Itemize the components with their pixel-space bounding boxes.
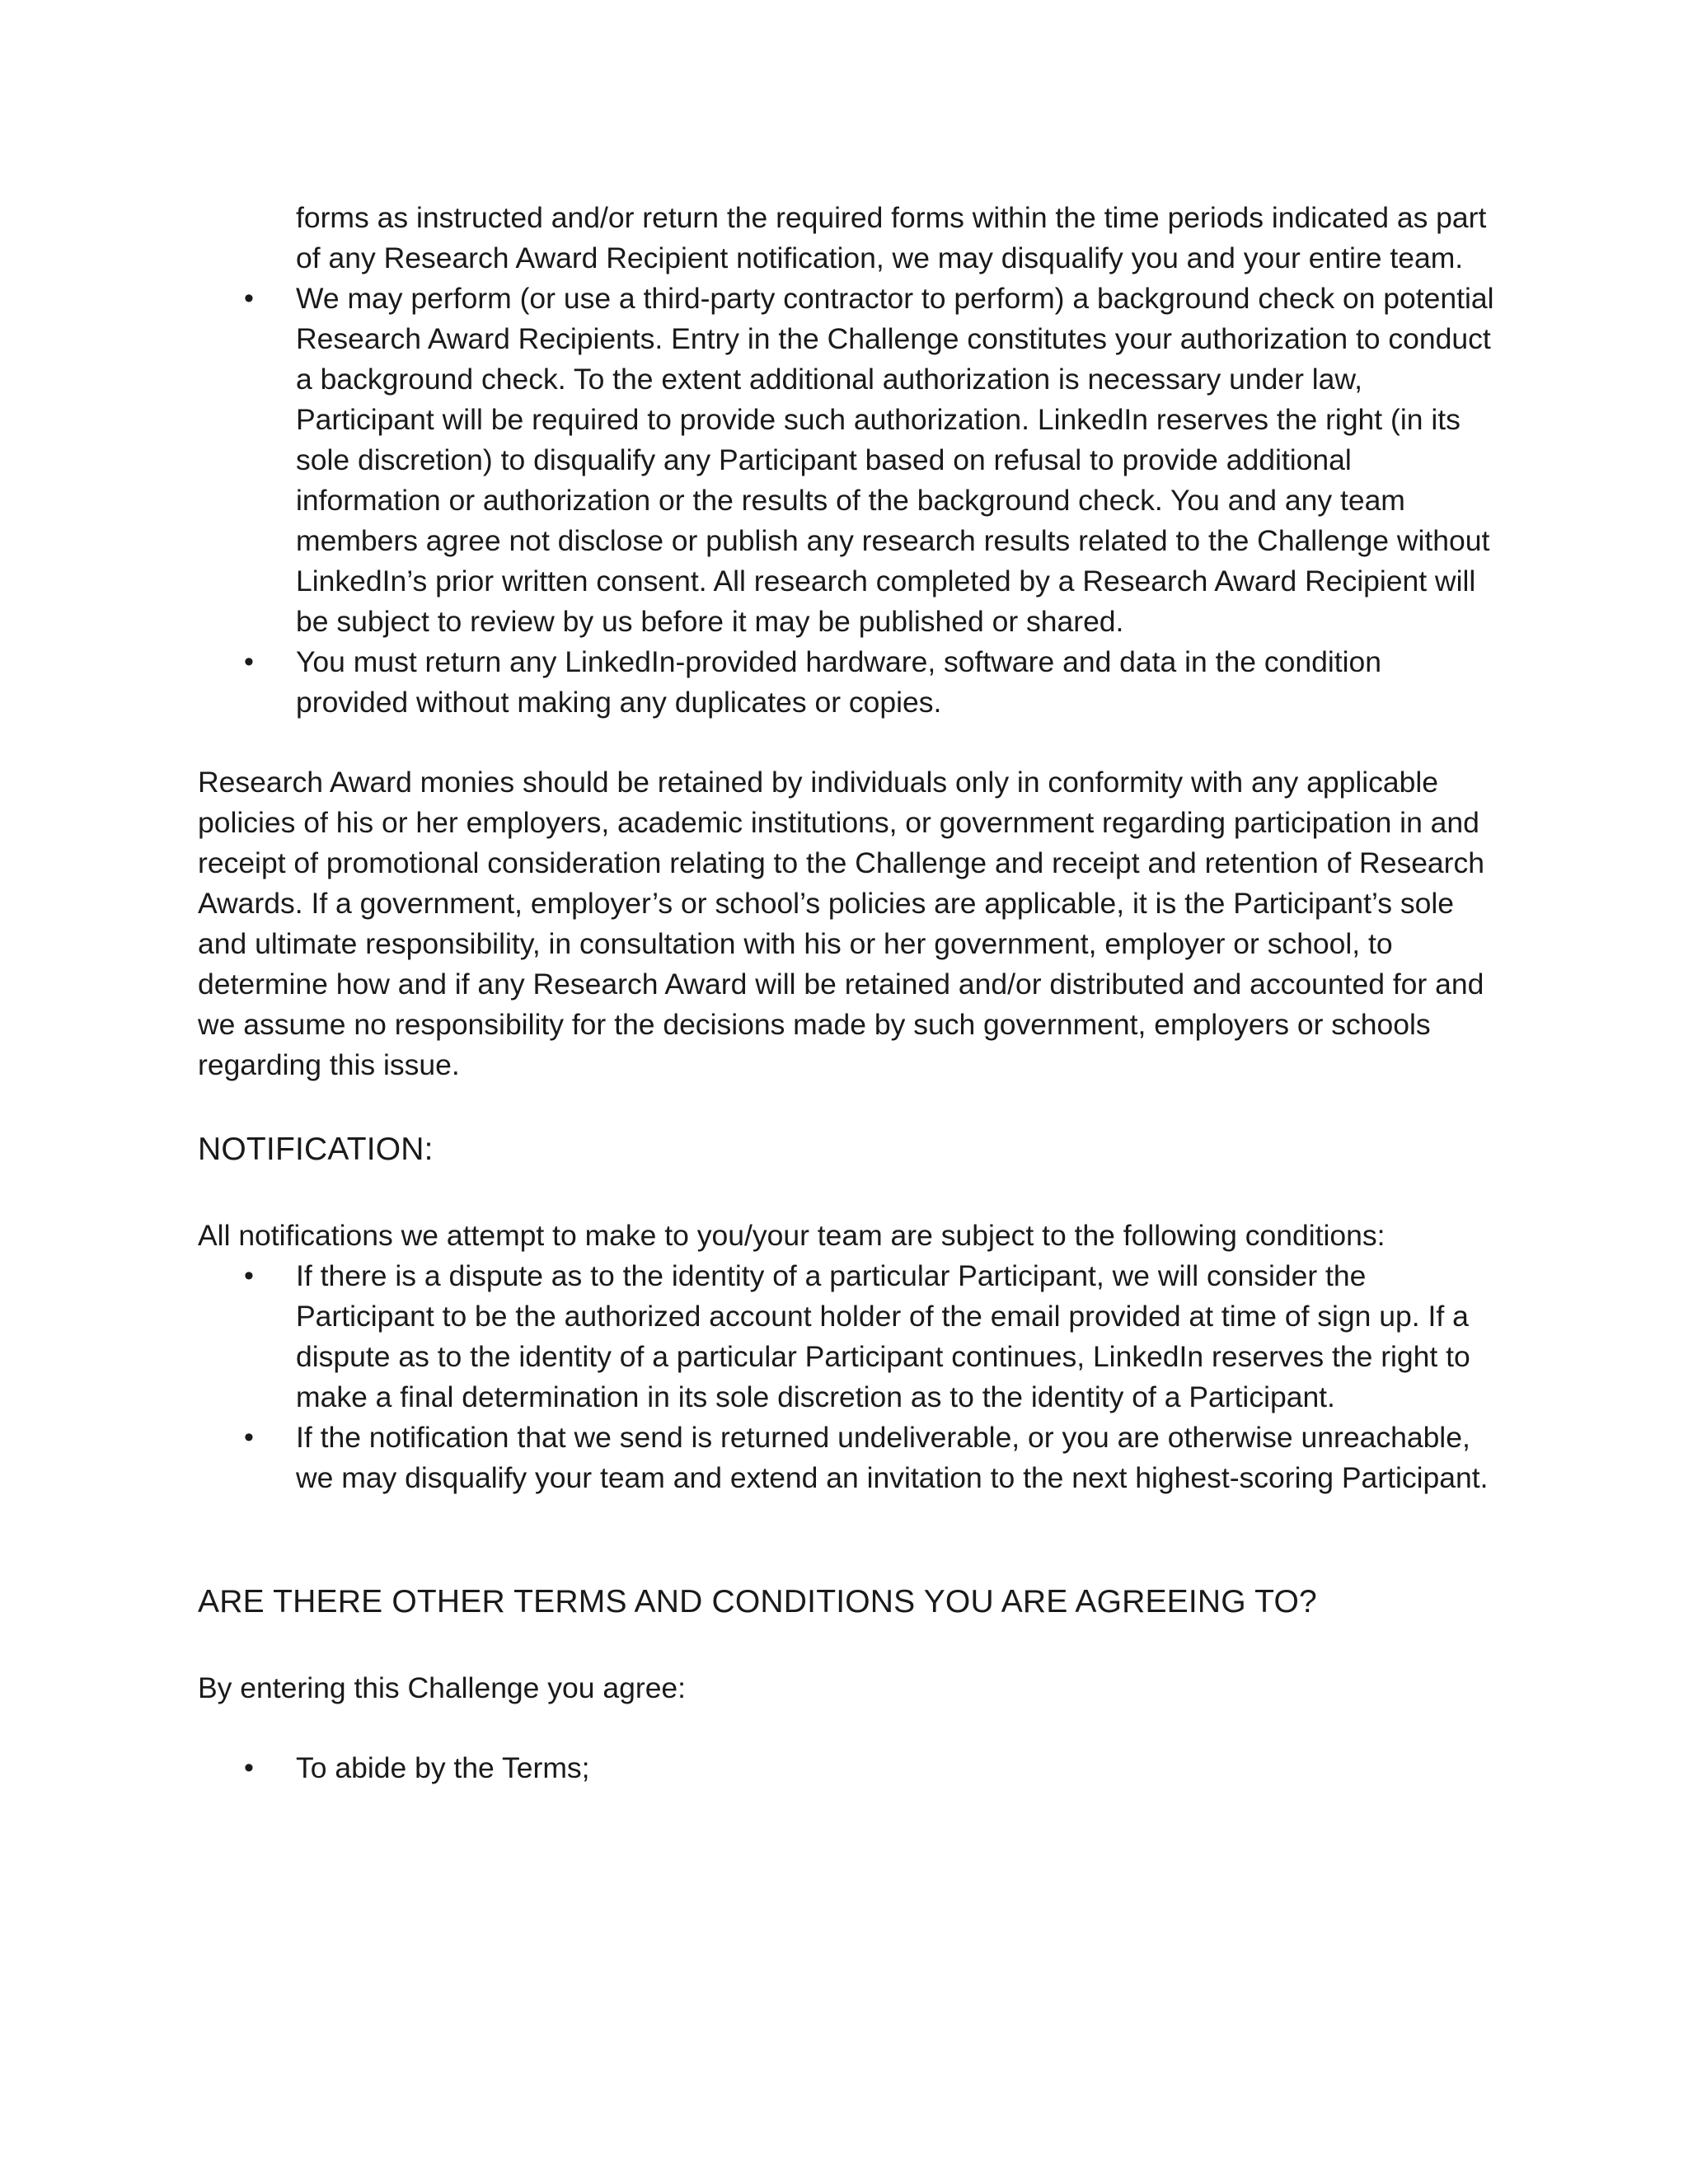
continuation-paragraph: forms as instructed and/or return the required forms within the time periods indicated as part of any Research Award Recipient notification, we may disqualify you and your entire team. <box>296 201 1487 274</box>
notification-bullet-list <box>198 1256 1500 1498</box>
terms-bullet-list <box>198 1748 1500 1788</box>
notification-intro: All notifications we attempt to make to you/your team are subject to the following conditions: <box>198 1219 1386 1252</box>
spacer <box>198 1708 1500 1748</box>
spacer <box>198 1498 1500 1581</box>
spacer <box>198 1624 1500 1668</box>
terms-intro: By entering this Challenge you agree: <box>198 1671 687 1704</box>
monies-paragraph: Research Award monies should be retained by individuals only in conformity with any applicable policies of his or her employers, academic institutions, or government regarding participation in and receipt of promotional consideration relating to the Challenge and receipt and retention of Research Awards. If a government, employer’s or school’s policies are applicable, it is the Participant’s sole and ultimate responsibility, in consultation with his or her government, employer or school, to determine how and if any Research Award will be retained and/or distributed and accounted for and we assume no responsibility for the decisions made by such government, employers or schools regarding this issue. <box>198 766 1484 1081</box>
list-item <box>198 1256 1500 1418</box>
list-item-text: If the notification that we send is returned undeliverable, or you are otherwise unreachable, we may disqualify your team and extend an invitation to the next highest-scoring Participant. <box>296 1421 1489 1494</box>
spacer <box>198 1085 1500 1128</box>
list-item <box>198 279 1500 642</box>
list-item <box>198 642 1500 723</box>
spacer <box>198 723 1500 762</box>
bullet-icon: • <box>244 1752 254 1783</box>
notification-heading: NOTIFICATION: <box>198 1132 434 1167</box>
bullet-icon: • <box>244 1422 254 1453</box>
list-item-text: We may perform (or use a third-party contractor to perform) a background check on potential Research Award Recipients. Entry in the Challenge constitutes your authorization to conduct a background check. To the extent additional authorization is necessary under law, Participant will be required to provide such authorization. LinkedIn reserves the right (in its sole discretion) to disqualify any Participant based on refusal to provide additional information or authorization or the results of the background check. You and any team members agree not disclose or publish any research results related to the Challenge without LinkedIn’s prior written consent. All research completed by a Research Award Recipient will be subject to review by us before it may be published or shared. <box>296 282 1494 638</box>
bullet-icon: • <box>244 283 254 314</box>
list-item <box>198 1418 1500 1498</box>
list-item-text: If there is a dispute as to the identity of a particular Participant, we will consider the Participant to be the authorized account holder of the email provided at time of sign up. If a dispute as to the identity of a particular Participant continues, LinkedIn reserves the right to make a final determination in its sole discretion as to the identity of a Participant. <box>296 1259 1470 1413</box>
list-item-text: You must return any LinkedIn-provided hardware, software and data in the condition provided without making any duplicates or copies. <box>296 645 1381 719</box>
spacer <box>198 1171 1500 1216</box>
list-item <box>198 1748 1500 1788</box>
document-body <box>198 198 1500 1788</box>
bullet-icon: • <box>244 1260 254 1291</box>
terms-heading: ARE THERE OTHER TERMS AND CONDITIONS YOU ARE AGREEING TO? <box>198 1584 1317 1619</box>
award-bullet-list <box>198 279 1500 723</box>
bullet-icon: • <box>244 646 254 677</box>
list-item-text: To abide by the Terms; <box>296 1751 590 1784</box>
